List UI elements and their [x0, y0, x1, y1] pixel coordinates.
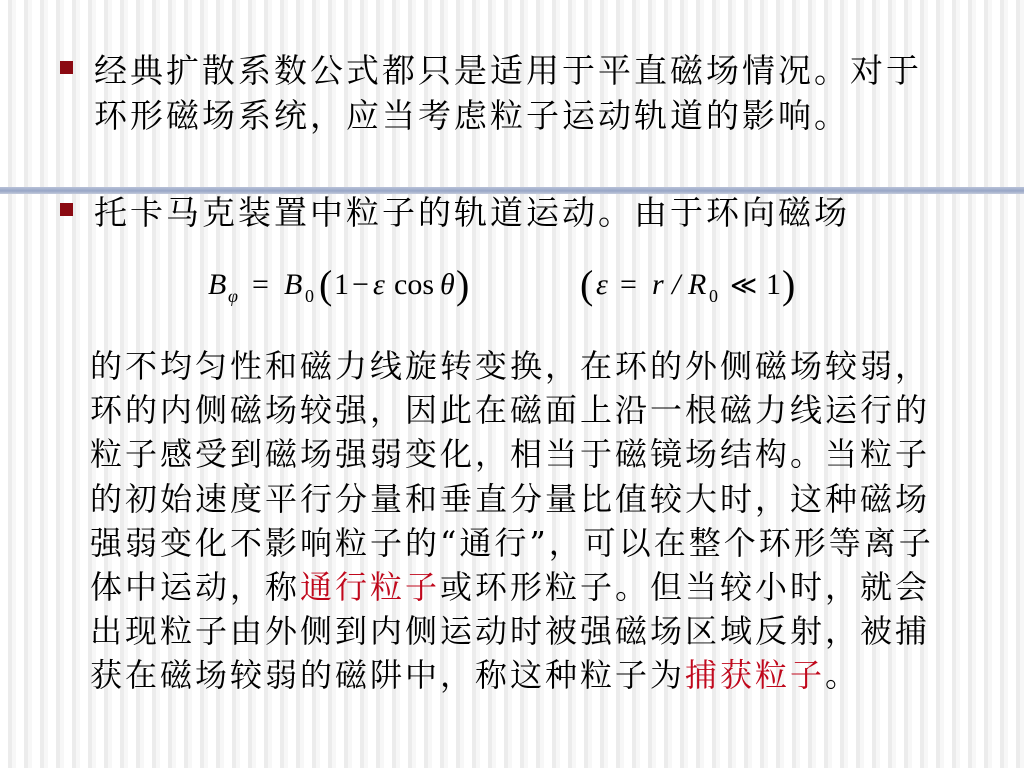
bullet-text-2: 托卡马克装置中粒子的轨道运动。由于环向磁场 — [94, 193, 850, 232]
formula-minus: − — [352, 268, 369, 301]
formula-left-paren: ( — [319, 262, 333, 307]
condition-left-paren: ( — [580, 262, 594, 307]
formula-b0-subscript: 0 — [305, 286, 314, 306]
paragraph-text-3: 。 — [825, 656, 861, 695]
square-bullet-icon — [60, 203, 73, 216]
formula-b-phi: B — [208, 268, 227, 301]
condition-r0-subscript: 0 — [709, 286, 718, 306]
condition-one: 1 — [766, 268, 781, 301]
formula-svg — [200, 256, 840, 316]
formula-epsilon: ε — [373, 268, 385, 301]
paragraph-text-1: 的不均匀性和磁力线旋转变换，在环的外侧磁场较弱，环的内侧磁场较强，因此在磁面上沿一根磁力线运行的粒子感受到磁场强弱变化，相当于磁镜场结构。当粒子的初始速度平行分量和垂直分量比值较大时，这种磁场强弱变化不影响粒子的“通行”，可以在整个环形等离子体中运动，称 — [90, 347, 934, 607]
condition-epsilon: ε — [596, 268, 608, 301]
condition-much-less-than: ≪ — [730, 271, 758, 300]
passing-particle-term: 通行粒子 — [300, 568, 441, 607]
trapped-particle-term: 捕获粒子 — [685, 656, 826, 695]
bullet-text-1: 经典扩散系数公式都只是适用于平直磁场情况。对于环形磁场系统，应当考虑粒子运动轨道的影响。 — [94, 51, 922, 135]
formula-right-paren: ) — [456, 262, 470, 307]
formula-equals: = — [252, 268, 269, 301]
condition-right-paren: ) — [782, 262, 796, 307]
condition-slash: / — [672, 268, 681, 301]
paragraph-text-2: 或环形粒子。但当较小时，就会出现粒子由外侧到内侧运动时被强磁场区域反射，被捕获在磁场较弱的磁阱中，称这种粒子为 — [90, 568, 931, 695]
body-paragraph — [90, 344, 950, 698]
condition-equals: = — [620, 268, 637, 301]
condition-r: r — [652, 268, 664, 301]
formula-cos: cos — [394, 268, 434, 301]
formula-phi-subscript: φ — [228, 286, 238, 306]
formula-b0: B — [284, 268, 303, 301]
condition-big-r: R — [688, 268, 707, 301]
square-bullet-icon — [60, 61, 73, 74]
formula-one: 1 — [334, 268, 349, 301]
formula-theta: θ — [440, 268, 455, 301]
magnetic-field-formula — [200, 256, 840, 316]
